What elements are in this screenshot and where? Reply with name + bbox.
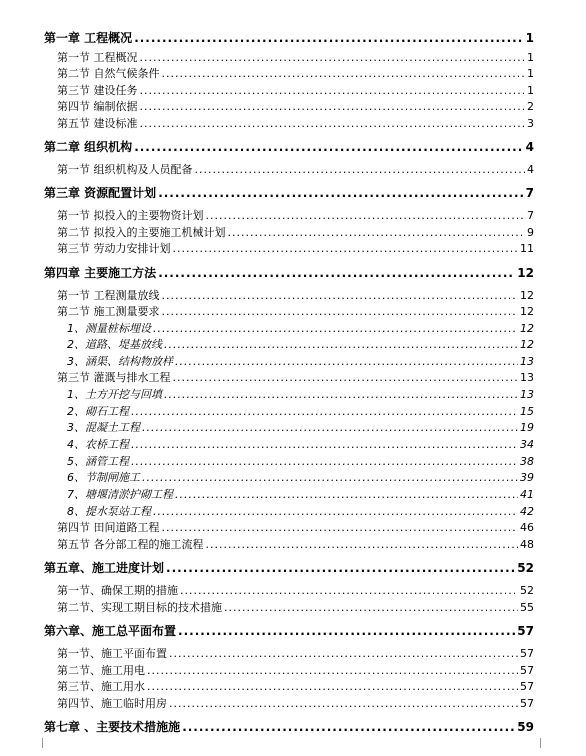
dot-leader: [140, 51, 526, 64]
toc-page-number: 1: [527, 51, 534, 64]
toc-page-number: 41: [520, 488, 534, 501]
toc-entry-title: 8、提水泵站工程: [67, 505, 151, 518]
dot-leader: [147, 680, 518, 693]
dot-leader: [228, 226, 526, 239]
toc-page-number: 46: [520, 521, 534, 534]
toc-section-row[interactable]: [57, 207, 534, 223]
toc-section-row[interactable]: [57, 224, 534, 240]
toc-section-row[interactable]: [57, 678, 534, 694]
toc-sub-row[interactable]: [67, 353, 534, 369]
toc-page-number: 13: [520, 371, 534, 384]
dot-leader: [173, 242, 519, 255]
dot-leader: [140, 117, 526, 130]
toc-page-number: 13: [520, 355, 534, 368]
toc-entry-title: 第四节 田间道路工程: [57, 521, 160, 534]
toc-chapter-row[interactable]: [44, 622, 534, 639]
toc-entry-title: 1、土方开挖与回填: [67, 388, 162, 401]
toc-chapter-row[interactable]: [44, 184, 534, 201]
toc-entry-title: 第二节 施工测量要求: [57, 305, 160, 318]
toc-section-row[interactable]: [57, 82, 534, 98]
toc-chapter-row[interactable]: [44, 138, 534, 155]
toc-sub-row[interactable]: [67, 486, 534, 502]
toc-section-row[interactable]: [57, 65, 534, 81]
dot-leader: [182, 720, 515, 734]
dot-leader: [153, 505, 518, 518]
dot-leader: [206, 209, 526, 222]
toc-sub-row[interactable]: [67, 386, 534, 402]
toc-page-number: 57: [520, 680, 534, 693]
toc-sub-row[interactable]: [67, 320, 534, 336]
toc-chapter-row[interactable]: [44, 718, 534, 735]
toc-entry-title: 第五章、施工进度计划: [44, 561, 165, 575]
dot-leader: [224, 601, 518, 614]
toc-entry-title: 第三节 建设任务: [57, 84, 138, 97]
toc-entry-title: 第三章 资源配置计划: [44, 186, 157, 200]
toc-page-number: 7: [527, 209, 534, 222]
toc-entry-title: 第三节、施工用水: [57, 680, 145, 693]
toc-entry-title: 第一节 组织机构及人员配备: [57, 163, 193, 176]
toc-entry-title: 4、农桥工程: [67, 438, 129, 451]
dot-leader: [142, 421, 518, 434]
dot-leader: [162, 521, 519, 534]
crop-mark-bottom-left: [32, 738, 43, 748]
toc-page-number: 1: [525, 31, 534, 45]
toc-page-number: 55: [520, 601, 534, 614]
toc-page-number: 52: [520, 584, 534, 597]
toc-sub-row[interactable]: [67, 503, 534, 519]
toc-sub-row[interactable]: [67, 403, 534, 419]
toc-page-number: 9: [527, 226, 534, 239]
dot-leader: [134, 31, 523, 45]
toc-sub-row[interactable]: [67, 336, 534, 352]
toc-page-number: 12: [520, 338, 534, 351]
toc-section-row[interactable]: [57, 98, 534, 114]
dot-leader: [131, 405, 518, 418]
toc-page-number: 3: [527, 117, 534, 130]
toc-page-number: 52: [517, 561, 534, 575]
toc-section-row[interactable]: [57, 303, 534, 319]
toc-entry-title: 第七章 、主要技术措施施: [44, 720, 181, 734]
toc-entry-title: 第一节 工程概况: [57, 51, 138, 64]
dot-leader: [180, 584, 518, 597]
dot-leader: [195, 163, 526, 176]
toc-chapter-row[interactable]: [44, 559, 534, 576]
dot-leader: [134, 140, 523, 154]
dot-leader: [162, 305, 519, 318]
toc-page-number: 12: [520, 305, 534, 318]
toc-section-row[interactable]: [57, 695, 534, 711]
toc-entry-title: 6、节制闸施工: [67, 471, 140, 484]
dot-leader: [175, 488, 518, 501]
toc-page-number: 57: [520, 664, 534, 677]
dot-leader: [178, 624, 515, 638]
toc-section-row[interactable]: [57, 599, 534, 615]
toc-section-row[interactable]: [57, 240, 534, 256]
toc-entry-title: 第二节、实现工期目标的技术措施: [57, 601, 222, 614]
toc-entry-title: 3、混凝土工程: [67, 421, 140, 434]
dot-leader: [147, 664, 518, 677]
toc-entry-title: 第一章 工程概况: [44, 31, 133, 45]
toc-page-number: 2: [527, 100, 534, 113]
toc-page-number: 59: [517, 720, 534, 734]
toc-entry-title: 第四章 主要施工方法: [44, 266, 157, 280]
toc-sub-row[interactable]: [67, 419, 534, 435]
toc-entry-title: 第二节 拟投入的主要施工机械计划: [57, 226, 226, 239]
dot-leader: [158, 186, 523, 200]
dot-leader: [169, 647, 518, 660]
toc-page-number: 34: [520, 438, 534, 451]
toc-page-number: 57: [520, 697, 534, 710]
toc-page-number: 39: [520, 471, 534, 484]
toc-page-number: 7: [525, 186, 534, 200]
toc-section-row[interactable]: [57, 519, 534, 535]
toc-entry-title: 2、砌石工程: [67, 405, 129, 418]
toc-page-number: 12: [517, 266, 534, 280]
dot-leader: [164, 338, 518, 351]
toc-entry-title: 第三节 劳动力安排计划: [57, 242, 171, 255]
toc-entry-title: 2、道路、堤基放线: [67, 338, 162, 351]
toc-section-row[interactable]: [57, 115, 534, 131]
toc-page-number: 13: [520, 388, 534, 401]
toc-section-row[interactable]: [57, 662, 534, 678]
toc-entry-title: 第二章 组织机构: [44, 140, 133, 154]
toc-page-number: 42: [520, 505, 534, 518]
toc-page-number: 12: [520, 322, 534, 335]
toc-entry-title: 5、涵管工程: [67, 455, 129, 468]
dot-leader: [173, 371, 519, 384]
dot-leader: [162, 289, 519, 302]
toc-entry-title: 第二节 自然气候条件: [57, 67, 160, 80]
toc-entry-title: 第四节 编制依据: [57, 100, 138, 113]
toc-sub-row[interactable]: [67, 436, 534, 452]
dot-leader: [162, 67, 526, 80]
toc-entry-title: 第一节 拟投入的主要物资计划: [57, 209, 204, 222]
toc-entry-title: 3、涵渠、结构物放样: [67, 355, 173, 368]
toc-section-row[interactable]: [57, 49, 534, 65]
toc-page-number: 4: [527, 163, 534, 176]
dot-leader: [169, 697, 518, 710]
toc-sub-row[interactable]: [67, 469, 534, 485]
toc-page-number: 1: [527, 84, 534, 97]
toc-entry-title: 第四节、施工临时用房: [57, 697, 167, 710]
toc-sub-row[interactable]: [67, 453, 534, 469]
toc-entry-title: 第三节 灌溉与排水工程: [57, 371, 171, 384]
toc-page-number: 11: [520, 242, 534, 255]
toc-entry-title: 第六章、施工总平面布置: [44, 624, 177, 638]
toc-entry-title: 1、测量桩标埋设: [67, 322, 151, 335]
toc-section-row[interactable]: [57, 536, 534, 552]
toc-entry-title: 第五节 各分部工程的施工流程: [57, 538, 204, 551]
toc-page-number: 38: [520, 455, 534, 468]
toc-entry-title: 第二节、施工用电: [57, 664, 145, 677]
dot-leader: [158, 266, 515, 280]
toc-entry-title: 第一节、施工平面布置: [57, 647, 167, 660]
dot-leader: [140, 84, 526, 97]
toc-entry-title: 第五节 建设标准: [57, 117, 138, 130]
toc-page-number: 4: [525, 140, 534, 154]
toc-page-number: 12: [520, 289, 534, 302]
dot-leader: [166, 561, 515, 575]
crop-mark-bottom-right: [540, 738, 551, 748]
toc-section-row[interactable]: [57, 287, 534, 303]
toc-section-row[interactable]: [57, 161, 534, 177]
toc-page-number: 1: [527, 67, 534, 80]
dot-leader: [175, 355, 518, 368]
toc-section-row[interactable]: [57, 369, 534, 385]
toc-page-number: 15: [520, 405, 534, 418]
dot-leader: [153, 322, 518, 335]
toc-entry-title: 第一节、确保工期的措施: [57, 584, 178, 597]
toc-section-row[interactable]: [57, 645, 534, 661]
dot-leader: [140, 100, 526, 113]
toc-entry-title: 7、塘堰清淤护砌工程: [67, 488, 173, 501]
dot-leader: [131, 455, 518, 468]
toc-entry-title: 第一节 工程测量放线: [57, 289, 160, 302]
dot-leader: [206, 538, 519, 551]
toc-page-number: 48: [520, 538, 534, 551]
toc-page-number: 57: [517, 624, 534, 638]
toc-page-number: 19: [520, 421, 534, 434]
dot-leader: [142, 471, 518, 484]
toc-chapter-row[interactable]: [44, 29, 534, 46]
toc-chapter-row[interactable]: [44, 264, 534, 281]
dot-leader: [131, 438, 518, 451]
toc-page-number: 57: [520, 647, 534, 660]
toc-section-row[interactable]: [57, 582, 534, 598]
dot-leader: [164, 388, 518, 401]
